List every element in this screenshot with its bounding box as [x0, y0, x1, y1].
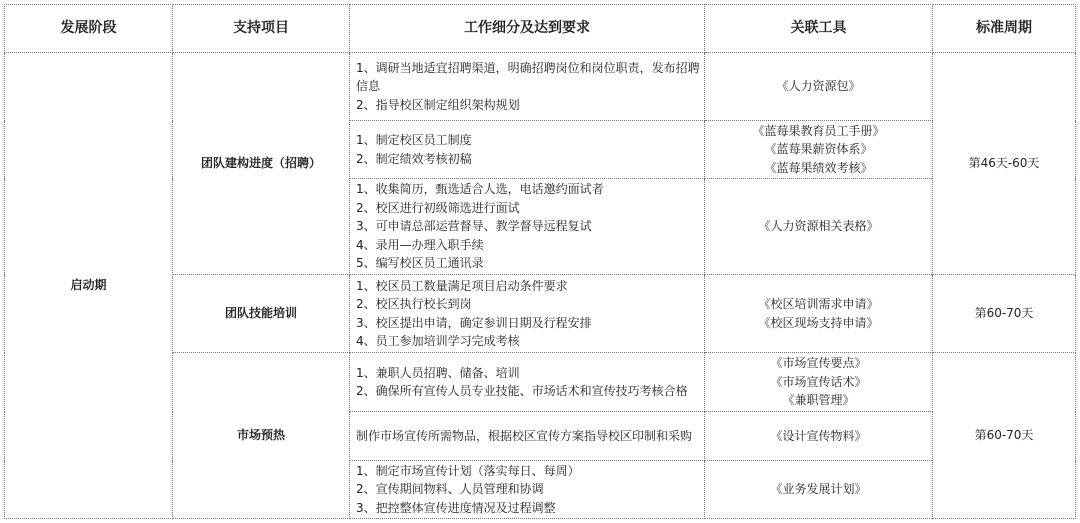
tool-item: 《人力资源包》 [776, 79, 861, 94]
period-cell: 第46天-60天 [933, 53, 1076, 275]
header-tools: 关联工具 [705, 5, 933, 53]
tool-item: 《蓝莓果绩效考核》 [764, 160, 873, 175]
stage-cell: 启动期 [5, 53, 173, 519]
period-cell: 第60-70天 [933, 275, 1076, 353]
task-item: 制作市场宣传所需物品，根据校区宣传方案指导校区印制和采购 [356, 428, 693, 443]
tasks-cell [350, 461, 705, 519]
tools-cell [705, 275, 933, 353]
tasks-cell [350, 179, 705, 275]
tool-item: 《人力资源相关表格》 [758, 219, 879, 234]
task-item: 1、收集简历，甄选适合人选，电话邀约面试者 [356, 182, 604, 197]
tools-cell [705, 461, 933, 519]
tool-item: 《市场宣传话术》 [770, 374, 867, 389]
task-item: 4、员工参加培训学习完成考核 [356, 334, 520, 348]
task-item: 3、校区提出申请，确定参训日期及行程安排 [356, 315, 592, 330]
tool-item: 《蓝莓果教育员工手册》 [752, 123, 885, 138]
tasks-cell [350, 412, 705, 461]
tool-item: 《校区现场支持申请》 [758, 315, 879, 330]
task-item: 2、校区进行初级筛选进行面试 [356, 200, 520, 215]
project-cell: 市场预热 [173, 353, 350, 519]
task-item: 4、录用—办理入职手续 [356, 237, 484, 252]
tools-cell [705, 53, 933, 121]
task-item: 1、调研当地适宜招聘渠道，明确招聘岗位和岗位职责，发布招聘信息 [356, 60, 700, 94]
tasks-cell [350, 121, 705, 179]
tools-cell [705, 121, 933, 179]
task-item: 2、宣传期间物料、人员管理和协调 [356, 482, 544, 497]
period-cell: 第60-70天 [933, 353, 1076, 519]
task-item: 2、确保所有宣传人员专业技能、市场话术和宣传技巧考核合格 [356, 384, 688, 398]
tool-item: 《兼职管理》 [782, 393, 855, 408]
tasks-cell [350, 353, 705, 412]
task-item: 2、指导校区制定组织架构规划 [356, 97, 520, 112]
tools-cell [705, 353, 933, 412]
task-item: 2、校区执行校长到岗 [356, 297, 472, 311]
tools-cell [705, 179, 933, 275]
task-item: 3、把控整体宣传进度情况及过程调整 [356, 500, 556, 515]
tasks-cell [350, 53, 705, 121]
table-row [5, 53, 1076, 121]
task-item: 1、制定校区员工制度 [356, 133, 472, 147]
tool-item: 《校区培训需求申请》 [758, 297, 879, 311]
header-period: 标准周期 [933, 5, 1076, 53]
task-item: 1、兼职人员招聘、储备、培训 [356, 365, 520, 380]
header-project: 支持项目 [173, 5, 350, 53]
tools-cell [705, 412, 933, 461]
task-item: 1、校区员工数量满足项目启动条件要求 [356, 278, 568, 293]
tasks-cell [350, 275, 705, 353]
task-item: 2、制定绩效考核初稿 [356, 151, 472, 166]
header-row [5, 5, 1076, 53]
tool-item: 《市场宣传要点》 [770, 356, 867, 371]
project-cell: 团队建构进度（招聘） [173, 53, 350, 275]
task-item: 5、编写校区员工通讯录 [356, 256, 484, 271]
project-cell: 团队技能培训 [173, 275, 350, 353]
tool-item: 《设计宣传物料》 [770, 428, 867, 443]
header-tasks: 工作细分及达到要求 [350, 5, 705, 53]
stage-support-table [4, 4, 1076, 519]
tool-item: 《蓝莓果薪资体系》 [764, 142, 873, 157]
task-item: 3、可申请总部运营督导、教学督导远程复试 [356, 219, 592, 234]
header-stage: 发展阶段 [5, 5, 173, 53]
tool-item: 《业务发展计划》 [770, 482, 867, 497]
task-item: 1、制定市场宣传计划（落实每日、每周） [356, 463, 580, 478]
